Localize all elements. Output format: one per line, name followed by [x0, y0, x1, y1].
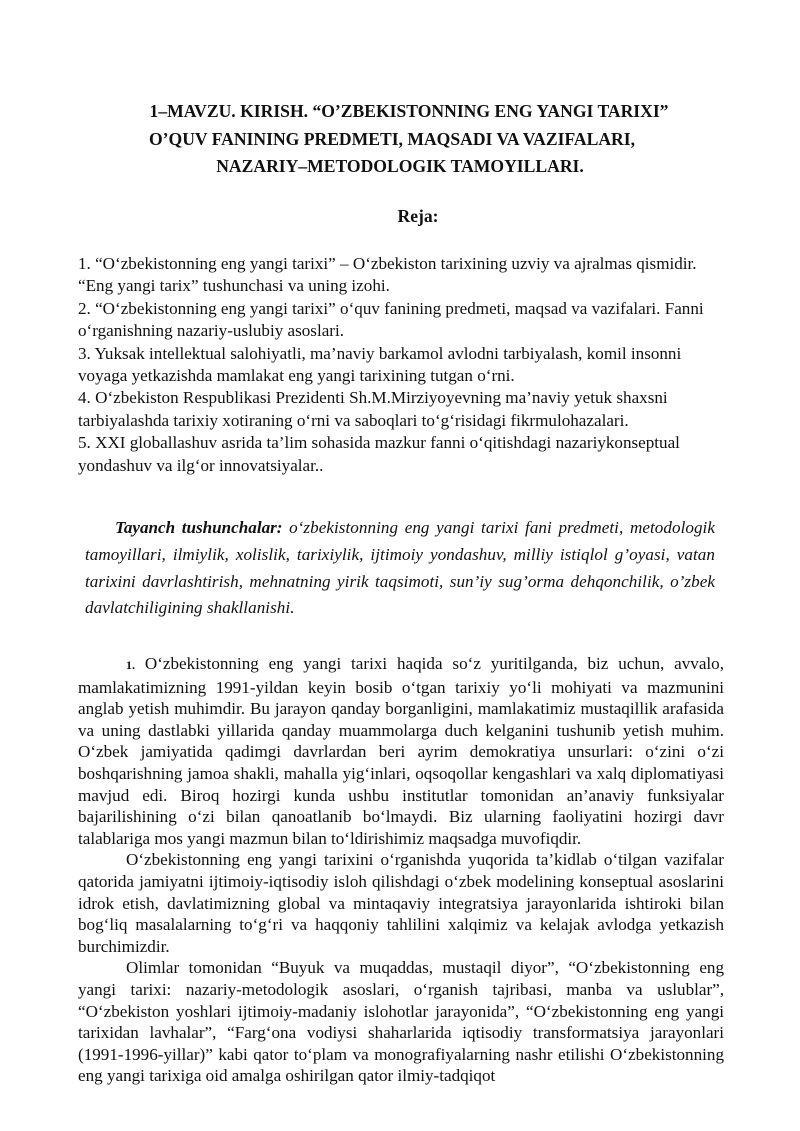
title-line-1: 1–MAVZU. KIRISH. “O’ZBEKISTONNING ENG YANGI TARIXI”: [149, 101, 669, 121]
plan-item-3: 3. Yuksak intellektual salohiyatli, ma’naviy barkamol avlodni tarbiyalash, komil insonni voyaga yetkazishda mamlakat eng yangi tarixining tutgan o‘rni.: [78, 343, 682, 386]
main-text: [78, 653, 724, 1087]
document-title: [78, 98, 722, 181]
title-line-2: O’QUV FANINING PREDMETI, MAQSADI VA VAZIFALARI,: [148, 128, 635, 149]
paragraph-1: [78, 653, 724, 849]
plan-list: [78, 253, 718, 477]
plan-item-1: 1. “O‘zbekistonning eng yangi tarixi” – O‘zbekiston tarixining uzviy va ajralmas qismidir. “Eng yangi tarix” tushunchasi va uning izohi.: [78, 254, 697, 296]
paragraph-2: O‘zbekistonning eng yangi tarixini o‘rganishda yuqorida ta’kidlab o‘tilgan vazifalar qatorida jamiyatni ijtimoiy-iqtisodiy isloh qilishdagi o‘zbek modelining konseptual asoslarini idrok etish, davlatimizning global va mintaqaviy integratsiya jarayonlarida ishtiroki bilan bog‘liq masalalarning to‘g‘ri va haqqoniy tahlilini xalqimiz va kelajak avlodga yetkazish burchimizdir.: [78, 850, 724, 956]
plan-item-2: 2. “O‘zbekistonning eng yangi tarixi” o‘quv fanining predmeti, maqsad va vazifalari. Fanni o‘rganishning nazariy-uslubiy asoslari.: [78, 298, 704, 341]
plan-item-4: 4. O‘zbekiston Respublikasi Prezidenti Sh.M.Mirziyoyevning ma’naviy yetuk shaxsni tarbiyalashda tarixiy xotiraning o‘rni va saboqlari to‘g‘risidagi fikrmulohazalari.: [78, 388, 668, 430]
paragraph-number: 1.: [126, 658, 135, 672]
key-concepts: [85, 515, 715, 622]
key-concepts-label: Tayanch tushunchalar:: [115, 518, 283, 537]
paragraph-1-text: O‘zbekistonning eng yangi tarixi haqida so‘z yuritilganda, biz uchun, avvalo, mamlakatimizning 1991-yildan keyin bosib o‘tgan tarixiy yo‘li mohiyati va mazmunini anglab yetish muhimdir. Bu jarayon qanday borganligini, mamlakatimiz mustaqillik arafasida va uning dastlabki yillarida qanday muammolarga duch kelganini tushunib yetish muhim. O‘zbek jamiyatida qadimgi davrlardan beri ayrim demokratiya unsurlari: o‘zini o‘zi boshqarishning jamoa shakli, mahalla yig‘inlari, oqsoqollar kengashlari va xalq diplomatiyasi mavjud edi. Biroq hozirgi kunda ushbu institutlar tomonidan an’anaviy funksiyalar bajarilishining o‘zi bilan qanoatlanib bo‘lmaydi. Biz ularning faoliyatini hozirgi davr talablariga mos yangi mazmun bilan to‘ldirishimiz maqsadga muvofiqdir.: [78, 654, 724, 848]
title-line-3: NAZARIY–METODOLOGIK TAMOYILLARI.: [216, 156, 584, 176]
plan-heading: Reja:: [397, 206, 439, 226]
paragraph-3: Olimlar tomonidan “Buyuk va muqaddas, mustaqil diyor”, “O‘zbekistonning eng yangi tarixi: nazariy-metodologik asoslari, o‘rganish tajribasi, manba va uslublar”, “O‘zbekiston yoshlari ijtimoiy-madaniy islohotlar jarayonida”, “O‘zbekistonning eng yangi tarixidan lavhalar”, “Farg‘ona vodiysi shaharlarida iqtisodiy transformatsiya jarayonlari (1991-1996-yillar)” kabi qator to‘plam va monografiyalarning nashr etilishi O‘zbekistonning eng yangi tarixiga oid amalga oshirilgan qator ilmiy-tadqiqot: [78, 958, 724, 1086]
plan-item-5: 5. XXI globallashuv asrida ta’lim sohasida mazkur fanni o‘qitishdagi nazariykonseptual yondashuv va ilg‘or innovatsiyalar..: [78, 433, 680, 475]
key-concepts-text: o‘zbekistonning eng yangi tarixi fani predmeti, metodologik tamoyillari, ilmiylik, xolislik, tarixiylik, ijtimoiy yondashuv, milliy istiqlol g’oyasi, vatan tarixini davrlashtirish, mehnatning yirik taqsimoti, sun’iy sug’orma dehqonchilik, o’zbek davlatchiligining shakllanishi.: [85, 518, 715, 618]
